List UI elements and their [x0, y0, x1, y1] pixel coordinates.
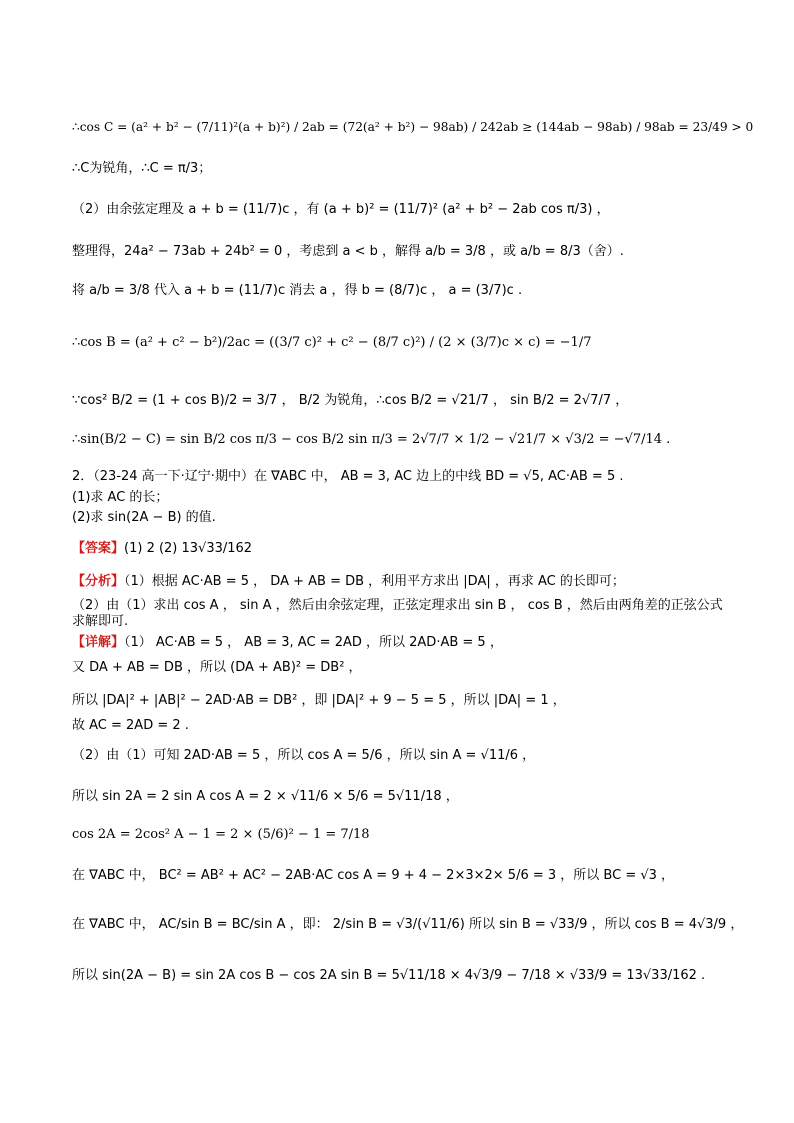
line-text: ∵cos² B/2 = (1 + cos B)/2 = 3/7 ， B/2 为锐角，∴cos B/2 = √21/7 ， sin B/2 = 2√7/7 ，	[72, 393, 629, 408]
line-text: cos 2A = 2cos² A − 1 = 2 × (5/6)² − 1 = 7/18	[72, 827, 370, 842]
line-half-angle	[72, 392, 628, 410]
detail-line	[72, 634, 503, 652]
problem-2-statement	[72, 468, 624, 486]
line-simplify	[72, 243, 624, 261]
answer-line	[72, 540, 252, 558]
answer-label: 【答案】	[72, 541, 125, 556]
line-text: （1）根据 AC·AB = 5 ， DA + AB = DB ，利用平方求出 |DA| ，再求 AC 的长即可；	[124, 574, 625, 589]
line-c-acute	[72, 160, 211, 178]
line-text: 2．（23-24 高一下·辽宁·期中）在 ∇ABC 中， AB = 3, AC 边上的中线 BD = √5, AC·AB = 5 .	[72, 469, 624, 484]
line-text: （2）由余弦定理及 a + b = (11/7)c ，有 (a + b)² = (11/7)² (a² + b² − 2ab cos π/3) ，	[72, 202, 610, 217]
analysis-label: 【分析】	[72, 574, 125, 589]
detail-line-2	[72, 659, 362, 677]
line-sin-diff	[72, 431, 670, 449]
line-text: 所以 |DA|² + |AB|² − 2AD·AB = DB² ，即 |DA|² + 9 − 5 = 5 ，所以 |DA| = 1 ，	[72, 693, 566, 708]
line-text: (2)求 sin(2A − B) 的值.	[72, 510, 216, 525]
line-text: 所以 sin 2A = 2 sin A cos A = 2 × √11/6 × 5/6 = 5√11/18 ，	[72, 789, 459, 804]
detail-line-9	[72, 916, 743, 934]
line-text: ∴sin(B/2 − C) = sin B/2 cos π/3 − cos B/2 sin π/3 = 2√7/7 × 1/2 − √21/7 × √3/2 = −√7/14 .	[72, 432, 671, 447]
line-text: 在 ∇ABC 中， BC² = AB² + AC² − 2AB·AC cos A = 9 + 4 − 2×3×2× 5/6 = 3 ，所以 BC = √3 ，	[72, 868, 675, 883]
line-cosb	[72, 334, 591, 352]
analysis-line-3	[72, 613, 128, 631]
line-text: （2）由（1）求出 cos A ， sin A ，然后由余弦定理，正弦定理求出 sin B ， cos B ，然后由两角差的正弦公式	[72, 598, 723, 613]
analysis-line-2	[72, 597, 723, 615]
line-text: ∴C为锐角，∴C = π/3；	[72, 161, 212, 176]
line-text: 在 ∇ABC 中， AC/sin B = BC/sin A ，即： 2/sin B = √3/(√11/6) 所以 sin B = √33/9 ，所以 cos B = 4√3/9 ，	[72, 917, 744, 932]
line-text: 故 AC = 2AD = 2 .	[72, 718, 189, 733]
line-substitute	[72, 282, 522, 300]
line-text: 又 DA + AB = DB ，所以 (DA + AB)² = DB² ，	[72, 660, 362, 675]
line-text: (1) 2 (2) 13√33/162	[124, 541, 253, 556]
detail-line-4	[72, 717, 189, 735]
question-1	[72, 489, 168, 507]
line-part2-law-of-cosines	[72, 201, 610, 219]
line-text: 求解即可.	[72, 614, 129, 629]
line-cosc	[72, 118, 753, 136]
line-text: 整理得，24a² − 73ab + 24b² = 0 ，考虑到 a < b ，解得 a/b = 3/8 ，或 a/b = 8/3（舍）.	[72, 244, 624, 259]
line-text: （2）由（1）可知 2AD·AB = 5 ，所以 cos A = 5/6 ，所以 sin A = √11/6 ，	[72, 748, 536, 763]
question-2	[72, 509, 216, 527]
detail-line-10	[72, 967, 705, 985]
detail-line-7	[72, 826, 370, 844]
line-text: ∴cos B = (a² + c² − b²)/2ac = ((3/7 c)² + c² − (8/7 c)²) / (2 × (3/7)c × c) = −1/7	[72, 335, 592, 350]
line-text: ∴cos C = (a² + b² − (7/11)²(a + b)²) / 2ab = (72(a² + b²) − 98ab) / 242ab ≥ (144ab − 98ab) / 98ab = 23/49 > 0	[72, 120, 754, 134]
detail-line-5	[72, 747, 535, 765]
detail-line-8	[72, 867, 674, 885]
line-text: 所以 sin(2A − B) = sin 2A cos B − cos 2A sin B = 5√11/18 × 4√3/9 − 7/18 × √33/9 = 13√33/162 .	[72, 968, 706, 983]
line-text: 将 a/b = 3/8 代入 a + b = (11/7)c 消去 a ，得 b = (8/7)c ， a = (3/7)c .	[72, 283, 523, 298]
line-text: （1） AC·AB = 5 ， AB = 3, AC = 2AD ，所以 2AD·AB = 5 ，	[124, 635, 503, 650]
analysis-line	[72, 573, 625, 591]
detail-line-3	[72, 692, 566, 710]
line-text: (1)求 AC 的长；	[72, 490, 169, 505]
detail-label: 【详解】	[72, 635, 125, 650]
detail-line-6	[72, 788, 459, 806]
